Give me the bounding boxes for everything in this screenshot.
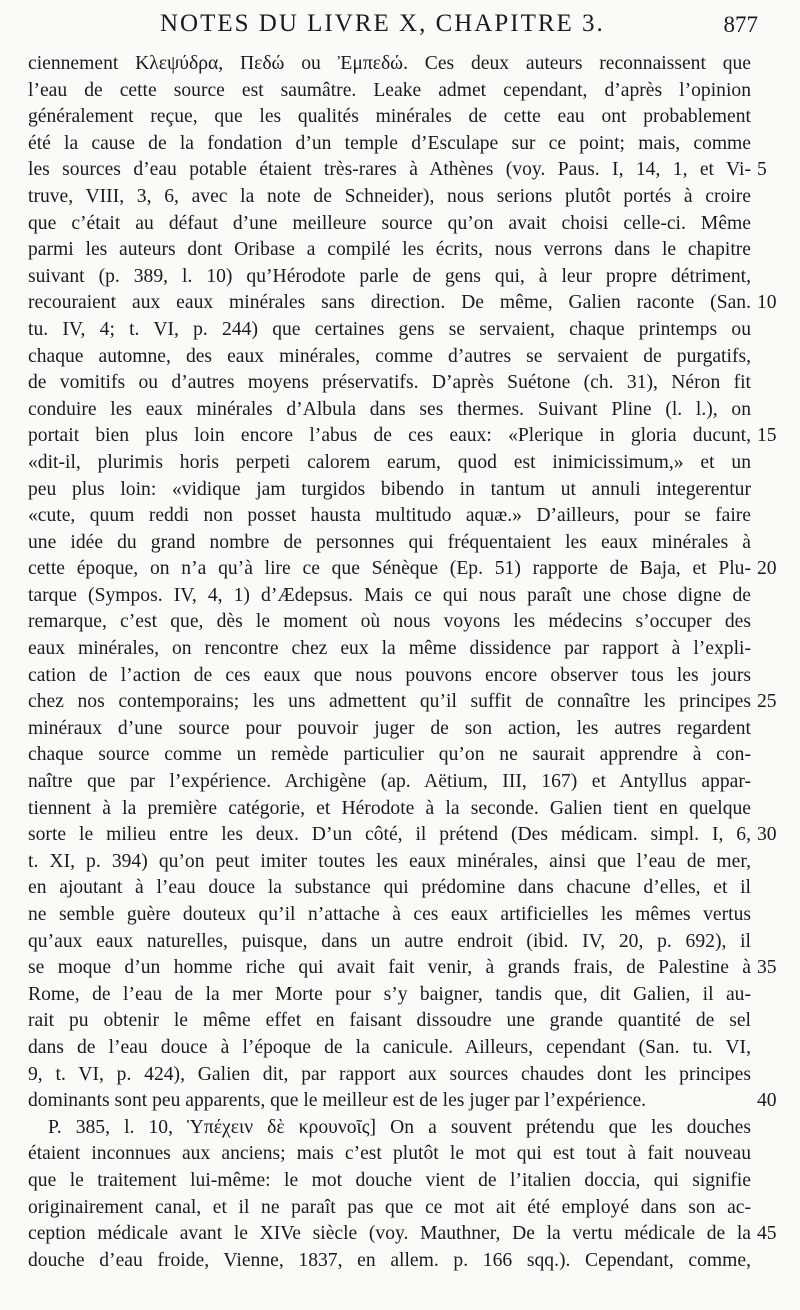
line-number: 35 <box>757 957 777 978</box>
text-line: P. 385, l. 10, Ὑπέχειν δὲ κρουνοῖς] On a souvent prétendu que les douches <box>48 1116 751 1138</box>
text-line: peu plus loin: «vidique jam turgidos bibendo in tantum ut annuli integerentur <box>28 478 751 500</box>
text-line: portait bien plus loin encore l’abus de ces eaux: «Plerique in gloria ducunt, <box>28 425 751 447</box>
text-line: eaux minérales, on rencontre chez eux la même dissidence par rapport à l’expli- <box>28 638 751 660</box>
text-line: les sources d’eau potable étaient très-rares à Athènes (voy. Paus. I, 14, 1, et Vi- <box>28 159 751 181</box>
text-line: sorte le milieu entre les deux. D’un côté, il prétend (Des médicam. simpl. I, 6, <box>28 824 751 846</box>
text-line: ception médicale avant le XIVe siècle (voy. Mauthner, De la vertu médicale de la <box>28 1223 751 1245</box>
line-number: 30 <box>757 824 777 845</box>
text-line: minéraux d’une source pour pouvoir juger de son action, les autres regardent <box>28 717 751 739</box>
text-line: ne semble guère douteux qu’il n’attache à ces eaux artificielles les mêmes vertus <box>28 904 751 925</box>
text-line: «cute, quum reddi non posset hausta multitudo aquæ.» D’ailleurs, pour se faire <box>28 505 751 527</box>
text-line: chez nos contemporains; les uns admettent qu’il suffit de connaître les principes <box>28 691 751 713</box>
text-line: se moque d’un homme riche qui avait fait venir, à grands frais, de Palestine à <box>28 957 751 979</box>
text-line: originairement canal, et il ne paraît pas que ce mot ait été employé dans son ac- <box>28 1196 751 1218</box>
text-line: truve, VIII, 3, 6, avec la note de Schneider), nous serions plutôt portés à croire <box>28 185 751 207</box>
text-line: que le traitement lui-même: le mot douche vient de l’italien doccia, qui signifie <box>28 1169 751 1191</box>
line-number: 15 <box>757 425 777 446</box>
line-number: 10 <box>757 292 777 313</box>
text-line: 9, t. VI, p. 424), Galien dit, par rapport aux sources chaudes dont les principes <box>28 1063 751 1085</box>
text-line: qu’aux eaux naturelles, puisque, dans un autre endroit (ibid. IV, 20, p. 692), il <box>28 930 751 952</box>
text-line: recouraient aux eaux minérales sans direction. De même, Galien raconte (San. <box>28 292 751 314</box>
line-number: 25 <box>757 691 777 712</box>
line-number: 45 <box>757 1223 777 1244</box>
text-line: ciennement Κλεψύδρα, Πεδώ ou Ἐμπεδώ. Ces deux auteurs reconnaissent que <box>28 53 751 74</box>
text-line: suivant (p. 389, l. 10) qu’Hérodote parle de gens qui, à leur propre détriment, <box>28 265 751 287</box>
text-line: chaque automne, des eaux minérales, comme d’autres se servaient de purgatifs, <box>28 345 751 367</box>
text-line: tiennent à la première catégorie, et Hérodote à la seconde. Galien tient en quelque <box>28 797 751 819</box>
text-line: «dit-il, plurimis horis perpeti calorem earum, quod est inimicissimum,» et un <box>28 451 751 473</box>
text-line: t. XI, p. 394) qu’on peut imiter toutes les eaux minérales, ainsi que l’eau de mer, <box>28 850 751 872</box>
text-line: que c’était au défaut d’une meilleure source qu’on avait choisi celle-ci. Même <box>28 212 751 234</box>
line-number: 40 <box>757 1090 777 1111</box>
text-line: dominants sont peu apparents, que le meilleur est de les juger par l’expérience. <box>28 1090 647 1112</box>
line-number: 5 <box>757 159 767 180</box>
text-line: conduire les eaux minérales d’Albula dans ses thermes. Suivant Pline (l. l.), on <box>28 398 751 420</box>
text-line: naître que par l’expérience. Archigène (ap. Aëtium, III, 167) et Antyllus appar- <box>28 771 751 793</box>
notes-text <box>28 51 751 1274</box>
text-line: une idée du grand nombre de personnes qui fréquentaient les eaux minérales à <box>28 531 751 553</box>
text-line: cation de l’action de ces eaux que nous pouvons encore observer tous les jours <box>28 664 751 686</box>
text-line: tu. IV, 4; t. VI, p. 244) que certaines gens se servaient, chaque printemps ou <box>28 318 751 340</box>
text-line: remarque, c’est que, dès le moment où nous voyons les médecins s’occuper des <box>28 611 751 633</box>
text-line: l’eau de cette source est saumâtre. Leake admet cependant, d’après l’opinion <box>28 79 751 101</box>
text-line: étaient inconnues aux anciens; mais c’est plutôt le mot qui est tout à fait nouveau <box>28 1143 751 1165</box>
text-line: généralement reçue, que les qualités minérales de cette eau ont probablement <box>28 106 751 128</box>
text-line: dans de l’eau douce à l’époque de la canicule. Ailleurs, cependant (San. tu. VI, <box>28 1036 751 1058</box>
page-number: 877 <box>723 12 758 37</box>
running-header <box>120 8 758 44</box>
text-line: parmi les auteurs dont Oribase a compilé les écrits, nous verrons dans le chapitre <box>28 239 751 261</box>
text-line: tarque (Sympos. IV, 4, 1) d’Ædepsus. Mais ce qui nous paraît une chose digne de <box>28 584 751 606</box>
text-line: cette époque, on n’a qu’à lire ce que Sénèque (Ep. 51) rapporte de Baja, et Plu- <box>28 558 751 580</box>
text-line: en ajoutant à l’eau douce la substance qui prédomine dans chacune d’elles, et il <box>28 877 751 899</box>
text-line: douche d’eau froide, Vienne, 1837, en allem. p. 166 sqq.). Cependant, comme, <box>28 1249 751 1271</box>
text-line: de vomitifs ou d’autres moyens préservatifs. D’après Suétone (ch. 31), Néron fit <box>28 372 751 394</box>
text-line: été la cause de la fondation d’un temple d’Esculape sur ce point; mais, comme <box>28 132 751 154</box>
running-title: NOTES DU LIVRE X, CHAPITRE 3. <box>160 10 605 37</box>
text-line: Rome, de l’eau de la mer Morte pour s’y baigner, tandis que, dit Galien, il au- <box>28 983 751 1005</box>
line-number: 20 <box>757 558 777 579</box>
text-line: rait pu obtenir le même effet en faisant dissoudre une grande quantité de sel <box>28 1010 751 1032</box>
text-line: chaque source comme un remède particulier qu’on ne saurait apprendre à con- <box>28 744 751 766</box>
